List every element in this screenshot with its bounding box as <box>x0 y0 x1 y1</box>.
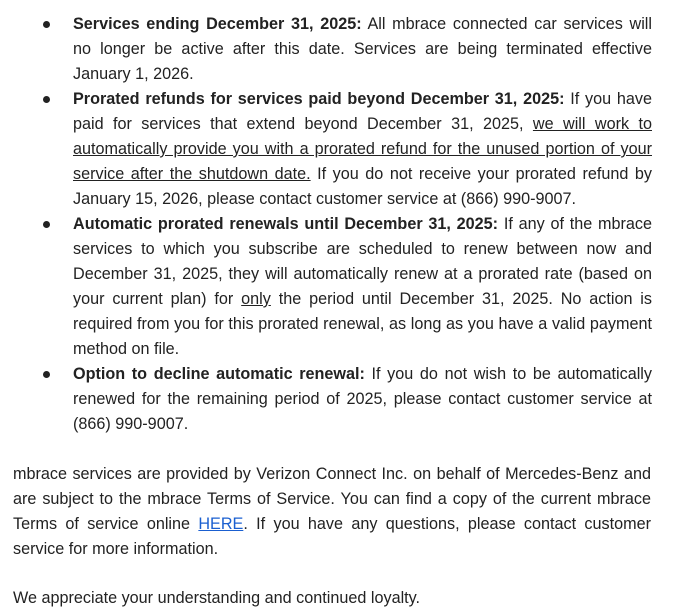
bullet-heading: Automatic prorated renewals until December 31, 2025: <box>73 215 499 233</box>
provider-text: mbrace services are provided by Verizon Connect Inc. on behalf of Mercedes-Benz and are subject to the mbrace Terms of Service. You can find a copy of the current mbrace Terms of service online <box>13 465 651 533</box>
bullet-underlined-text: we will work to automatically provide you with a prorated refund for the unused portion of your service after the shutdown date. <box>73 115 652 183</box>
bullet-dot-icon <box>43 21 50 28</box>
provider-text: . If you have any questions, please contact customer service for more information. <box>13 515 652 558</box>
bullet-dot-icon <box>43 96 50 103</box>
notice-bullet-list <box>0 12 680 437</box>
bullet-heading: Prorated refunds for services paid beyond December 31, 2025: <box>73 90 565 108</box>
bullet-text: If any of the mbrace services to which you subscribe are scheduled to renew between now and December 31, 2025, they will automatically renew at a prorated rate (based on your current plan) for <box>73 215 653 308</box>
bullet-text: All mbrace connected car services will no longer be active after this date. Services are being terminated effective January 1, 2026. <box>73 15 653 83</box>
provider-paragraph <box>13 462 651 562</box>
bullet-prorated-refunds <box>0 87 680 212</box>
bullet-text: If you do not wish to be automatically renewed for the remaining period of 2025, please contact customer service at (866) 990-9007. <box>73 365 652 433</box>
bullet-text: the period until December 31, 2025. No action is required from you for this prorated renewal, as long as you have a valid payment method on file. <box>73 290 652 358</box>
bullet-heading: Services ending December 31, 2025: <box>73 15 362 33</box>
bullet-automatic-renewals <box>0 212 680 362</box>
bullet-heading: Option to decline automatic renewal: <box>73 365 365 383</box>
bullet-underlined-text: only <box>241 290 271 308</box>
bullet-services-ending <box>0 12 680 87</box>
bullet-text: If you have paid for services that extend beyond December 31, 2025, <box>73 90 652 133</box>
bullet-text: If you do not receive your prorated refund by January 15, 2026, please contact customer service at (866) 990-9007. <box>73 165 652 208</box>
terms-here-link[interactable]: HERE <box>198 515 244 533</box>
bullet-dot-icon <box>43 221 50 228</box>
closing-paragraph: We appreciate your understanding and continued loyalty. <box>13 589 421 607</box>
bullet-decline-renewal <box>0 362 680 437</box>
bullet-dot-icon <box>43 371 50 378</box>
